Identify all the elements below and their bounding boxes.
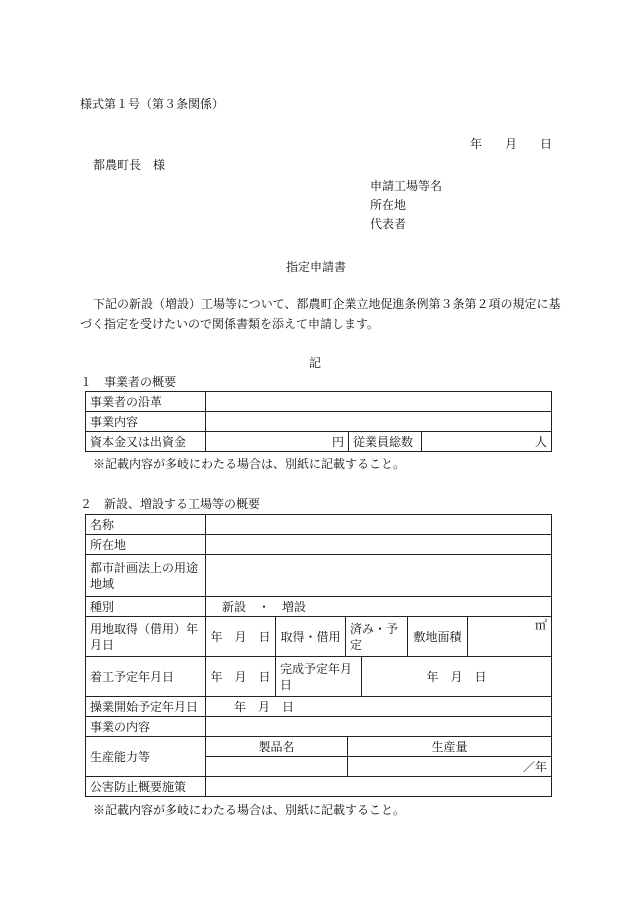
ki-label: 記 (309, 356, 322, 370)
site-area-label: 敷地面積 (408, 617, 468, 657)
capacity-label: 生産能力等 (86, 737, 206, 777)
date-day: 日 (540, 137, 553, 151)
type-options[interactable]: 新設 ・ 増設 (206, 597, 552, 617)
date-month: 月 (505, 137, 518, 151)
name-label: 名称 (86, 515, 206, 535)
product-field[interactable] (206, 757, 348, 777)
address-field[interactable] (206, 535, 552, 555)
history-field[interactable] (206, 392, 552, 412)
acq-borrow-option[interactable]: 取得・借用 (276, 617, 346, 657)
start-date-label: 着工予定年月日 (86, 657, 206, 697)
site-area-field[interactable] (468, 617, 552, 657)
business-field[interactable] (206, 412, 552, 432)
section1-note: ※記載内容が多岐にわたる場合は、別紙に記載すること。 (93, 457, 406, 471)
yen-unit: 円 (331, 434, 344, 449)
op-start-label: 操業開始予定年月日 (86, 697, 206, 717)
land-acq-label: 用地取得（借用）年月日 (86, 617, 206, 657)
content-label: 事業の内容 (86, 717, 206, 737)
m2-unit: ㎡ (534, 618, 547, 632)
content-field[interactable] (206, 717, 552, 737)
pollution-field[interactable] (206, 777, 552, 797)
applicant-factory-label: 申請工場等名 (370, 179, 443, 193)
section1-capital-table (85, 431, 552, 452)
applicant-representative-label: 代表者 (370, 217, 407, 231)
land-acq-date[interactable]: 年 月 日 (206, 617, 276, 657)
op-start-field[interactable]: 年 月 日 (206, 697, 552, 717)
date-year: 年 (470, 137, 483, 151)
section2-heading: ２ 新設、増設する工場等の概要 (80, 497, 261, 511)
complete-date-field[interactable]: 年 月 日 (362, 657, 552, 697)
form-number: 様式第１号（第３条関係） (80, 97, 225, 111)
section2-table-a (85, 514, 552, 617)
employees-label: 従業員総数 (349, 432, 422, 452)
section2-table-b (85, 616, 552, 657)
body-text-line1: 下記の新設（増設）工場等について、都農町企業立地促進条例第３条第２項の規定に基 (93, 297, 561, 311)
history-label: 事業者の沿革 (86, 392, 206, 412)
section2-note: ※記載内容が多岐にわたる場合は、別紙に記載すること。 (93, 803, 406, 817)
product-header: 製品名 (206, 737, 348, 757)
addressee: 都農町長 様 (93, 158, 166, 172)
complete-date-label: 完成予定年月日 (276, 657, 362, 697)
section2-table-d (85, 696, 552, 797)
document-title: 指定申請書 (286, 260, 347, 274)
body-text-line2: づく指定を受けたいので関係書類を添えて申請します。 (80, 317, 380, 331)
business-label: 事業内容 (86, 412, 206, 432)
pollution-label: 公害防止概要施策 (86, 777, 206, 797)
capital-field[interactable] (206, 432, 349, 452)
address-label: 所在地 (86, 535, 206, 555)
done-planned-option[interactable]: 済み・予定 (346, 617, 408, 657)
capital-label: 資本金又は出資金 (86, 432, 206, 452)
output-header: 生産量 (348, 737, 552, 757)
section1-heading: １ 事業者の概要 (80, 375, 177, 389)
section2-table-c (85, 656, 552, 697)
start-date-field[interactable]: 年 月 日 (206, 657, 276, 697)
section1-table (85, 391, 552, 432)
applicant-address-label: 所在地 (370, 198, 407, 212)
land-use-field[interactable] (206, 555, 552, 597)
per-year-unit: ／年 (523, 759, 548, 774)
people-unit: 人 (534, 434, 547, 449)
type-label: 種別 (86, 597, 206, 617)
employees-field[interactable] (422, 432, 552, 452)
name-field[interactable] (206, 515, 552, 535)
output-field[interactable] (348, 757, 552, 777)
land-use-label: 都市計画法上の用途地域 (86, 555, 206, 597)
